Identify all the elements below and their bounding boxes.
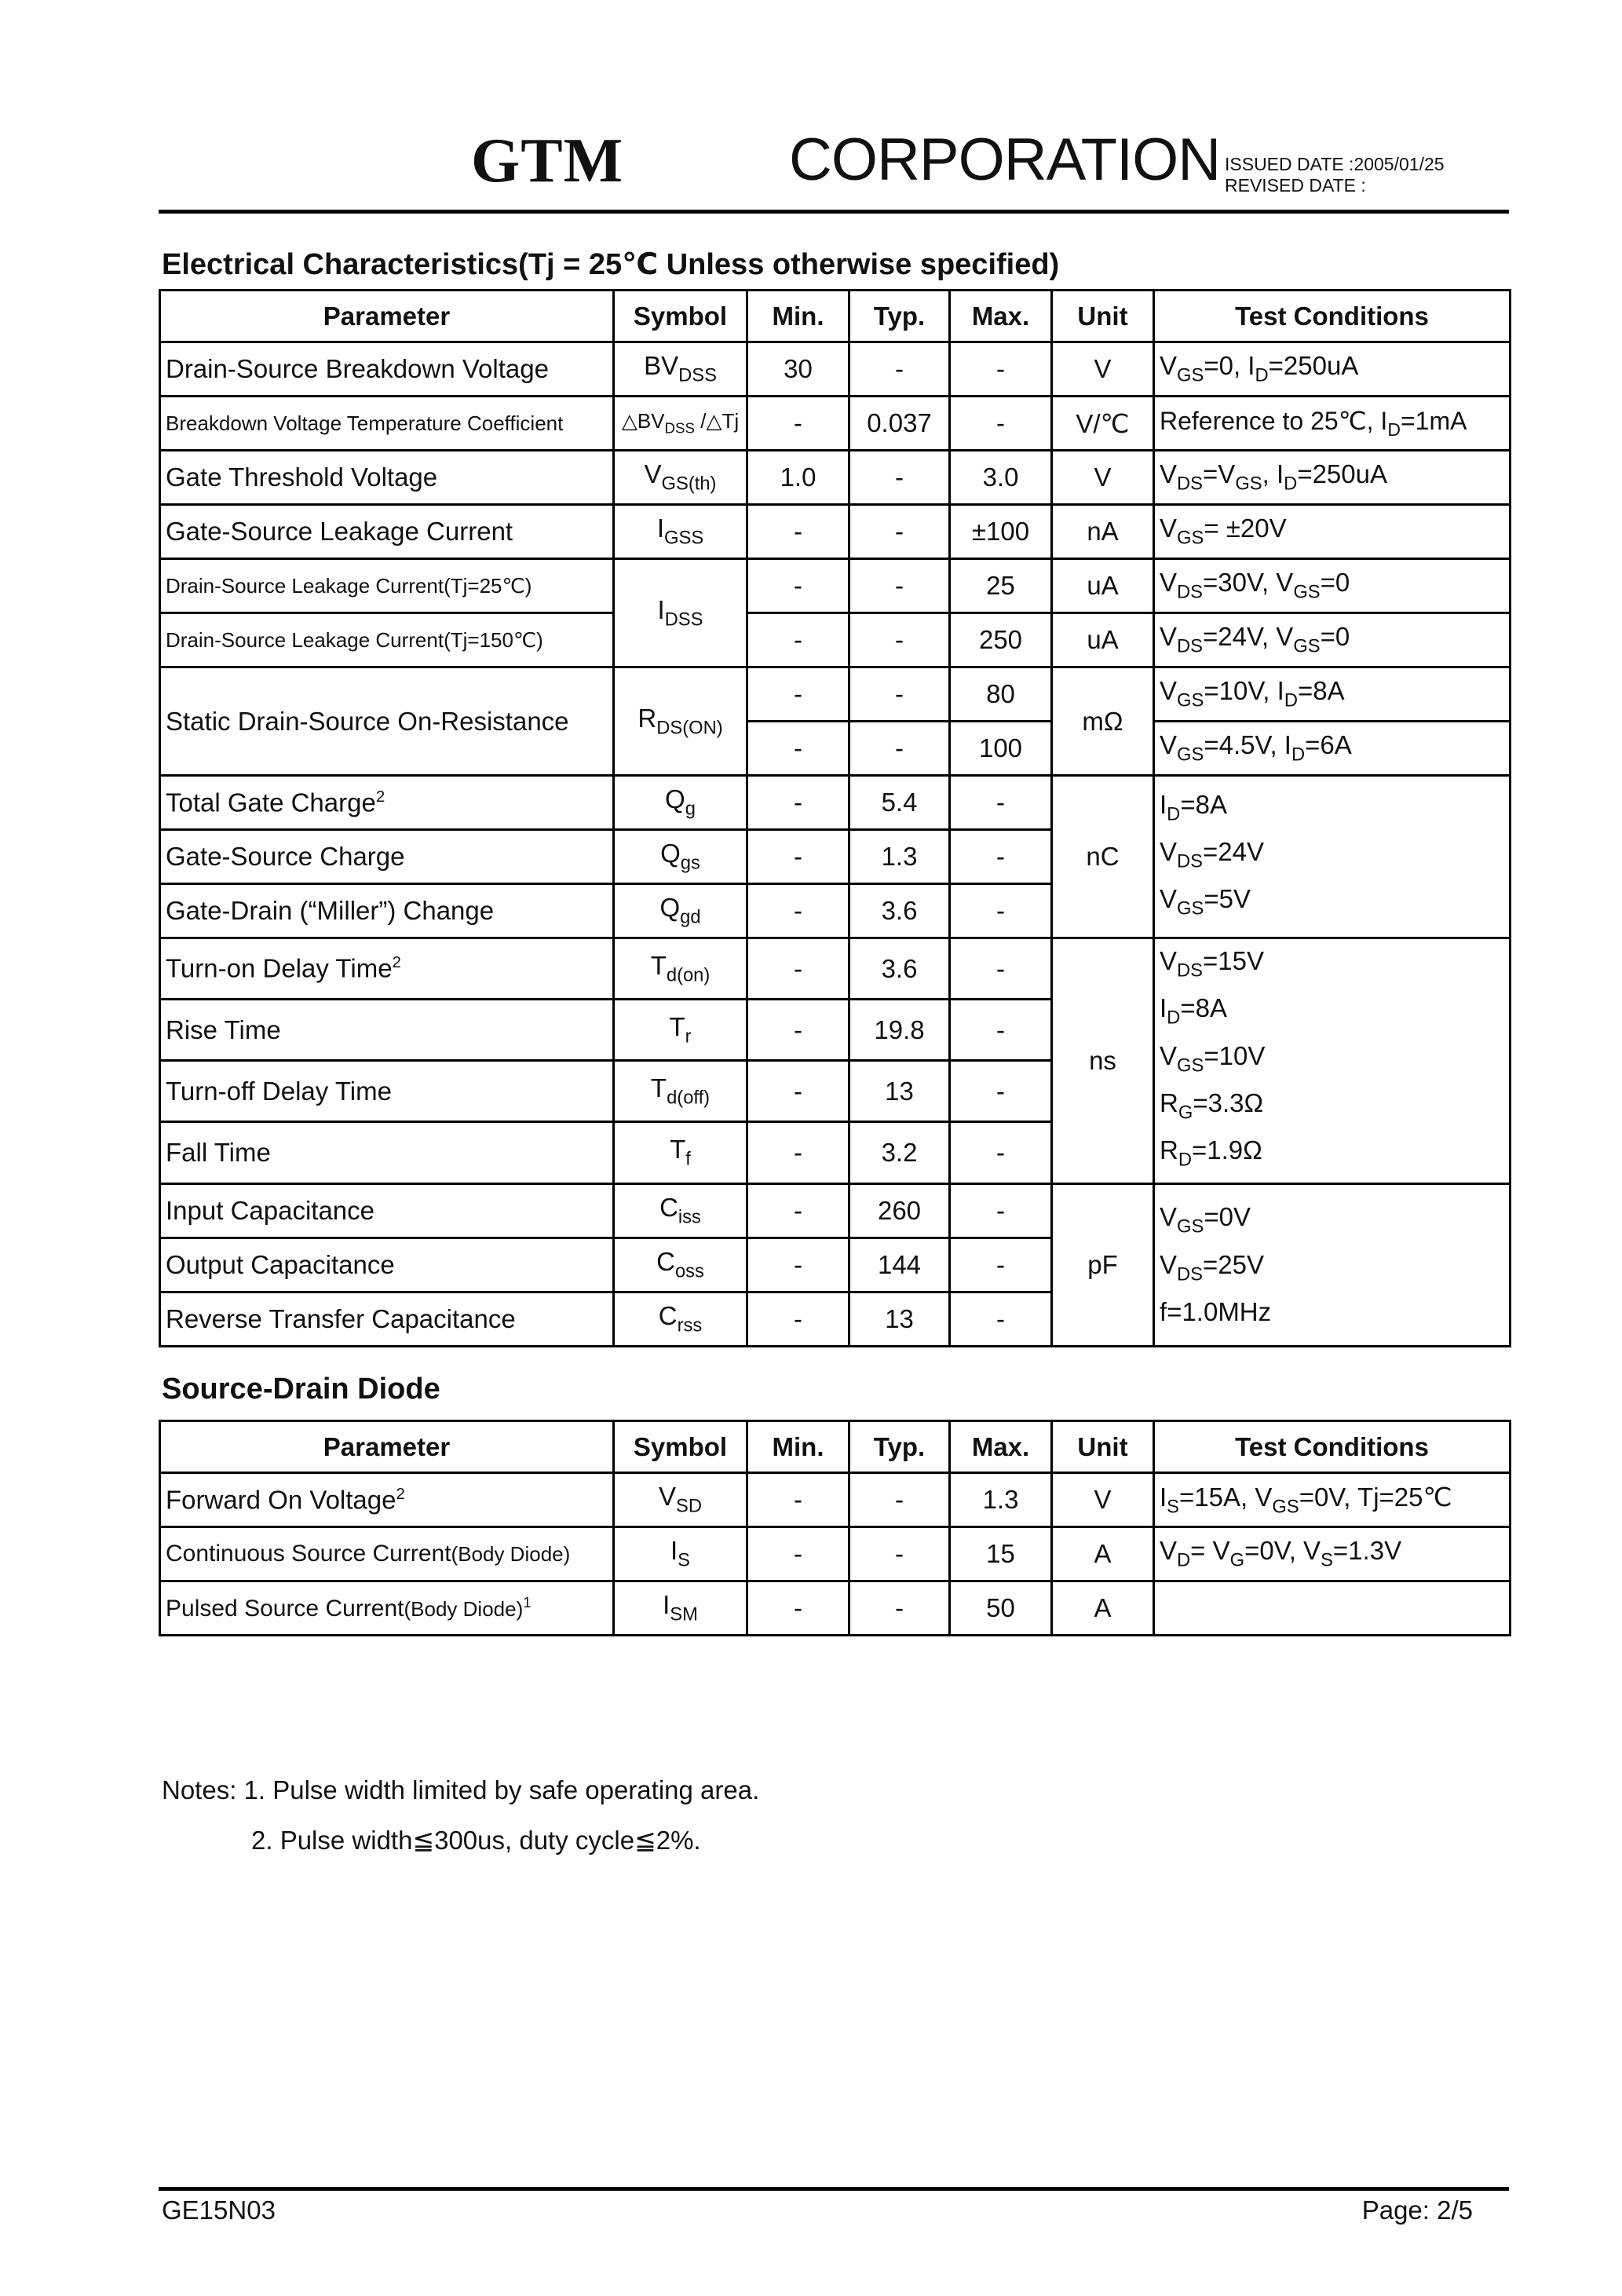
typ-cell: -: [849, 1473, 950, 1527]
min-cell: -: [747, 1122, 849, 1183]
test-conditions-cell: [1154, 559, 1511, 613]
max-cell: 3.0: [950, 451, 1052, 505]
symbol-cell: $I_{SM}$: [614, 1581, 747, 1636]
condition-subscript: DS: [1177, 850, 1204, 872]
typ-cell: 260: [849, 1183, 950, 1238]
issued-date: ISSUED DATE :2005/01/25: [1225, 154, 1445, 174]
test-conditions-cell: [1154, 1473, 1511, 1527]
table-row: [160, 613, 1511, 667]
symbol-cell: $V_{SD}$: [614, 1473, 747, 1527]
symbol-cell: $T_f$: [614, 1122, 747, 1183]
column-header: Test Conditions: [1154, 291, 1511, 342]
symbol-subscript: d(off): [667, 1087, 711, 1109]
symbol-cell: $V_{GS(th)}$: [614, 451, 747, 505]
test-conditions-cell: [1154, 1527, 1511, 1581]
condition-subscript: D: [1284, 689, 1298, 711]
symbol-cell: $R_{DS(ON)}$: [614, 667, 747, 776]
test-conditions-cell: [1154, 1183, 1511, 1346]
unit-cell: pF: [1052, 1183, 1154, 1346]
symbol-cell: $T_{d(off)}$: [614, 1061, 747, 1122]
typ-cell: -: [849, 1527, 950, 1581]
parameter-cell: Drain-Source Leakage Current(Tj=150℃): [160, 613, 614, 667]
typ-cell: 1.3: [849, 830, 950, 884]
table-row: [160, 505, 1511, 559]
condition-subscript: DS: [1177, 581, 1204, 603]
typ-cell: -: [849, 667, 950, 722]
column-header: Max.: [950, 1421, 1052, 1473]
parameter-cell: Gate-Source Charge: [160, 830, 614, 884]
condition-subscript: DS: [1177, 1263, 1204, 1285]
max-cell: -: [950, 342, 1052, 397]
unit-cell: V: [1052, 451, 1154, 505]
test-conditions-cell: [1154, 1581, 1511, 1636]
max-cell: -: [950, 776, 1052, 830]
condition-subscript: D: [1387, 419, 1401, 441]
company-logo-text: GTM: [471, 126, 624, 196]
unit-cell: ns: [1052, 938, 1154, 1184]
column-header: Parameter: [160, 1421, 614, 1473]
symbol-subscript: DSS: [664, 419, 696, 437]
condition-line: $V_{GS}=0V$: [1160, 1202, 1251, 1238]
parameter-qualifier: (Body Diode): [451, 1542, 571, 1566]
symbol-cell: $I_{GSS}$: [614, 505, 747, 559]
table-row: [160, 559, 1511, 613]
typ-cell: 3.2: [849, 1122, 950, 1183]
parameter-cell: Input Capacitance: [160, 1183, 614, 1238]
condition-line: $I_D=8A$: [1160, 993, 1227, 1029]
typ-cell: -: [849, 342, 950, 397]
document-dates: [1225, 154, 1445, 196]
table-row: [160, 667, 1511, 722]
column-header: Max.: [950, 291, 1052, 342]
condition-subscript: GS: [1177, 1216, 1204, 1238]
parameter-cell: Gate Threshold Voltage: [160, 451, 614, 505]
footnote-marker: 2: [375, 787, 385, 806]
condition-line: $V_{DS}=V_{GS}$, $I_D=250uA$: [1160, 459, 1388, 495]
max-cell: 100: [950, 722, 1052, 776]
min-cell: 30: [747, 342, 849, 397]
table-row: [160, 776, 1511, 830]
parameter-cell: Fall Time: [160, 1122, 614, 1183]
test-conditions-cell: [1154, 667, 1511, 722]
parameter-cell: Gate-Source Leakage Current: [160, 505, 614, 559]
min-cell: -: [747, 1183, 849, 1238]
parameter-cell: Drain-Source Breakdown Voltage: [160, 342, 614, 397]
column-header: Symbol: [614, 291, 747, 342]
min-cell: -: [747, 1238, 849, 1292]
condition-line: $I_D=8A$: [1160, 789, 1227, 824]
column-header: Min.: [747, 291, 849, 342]
typ-cell: -: [849, 451, 950, 505]
condition-subscript: DS: [1177, 473, 1204, 495]
typ-cell: 13: [849, 1292, 950, 1346]
min-cell: -: [747, 397, 849, 451]
symbol-subscript: GSS: [664, 527, 704, 549]
footnote-marker: 2: [396, 1484, 405, 1503]
test-conditions-cell: [1154, 397, 1511, 451]
table-row: [160, 1527, 1511, 1581]
symbol-cell: $Q_{gs}$: [614, 830, 747, 884]
typ-cell: 13: [849, 1061, 950, 1122]
min-cell: -: [747, 722, 849, 776]
column-header: Test Conditions: [1154, 1421, 1511, 1473]
condition-subscript: GS: [1177, 689, 1204, 711]
condition-subscript: D: [1177, 1549, 1191, 1571]
parameter-cell: Gate-Drain (“Miller”) Change: [160, 884, 614, 938]
table-row: [160, 1183, 1511, 1238]
table-row: [160, 1473, 1511, 1527]
footnote-marker: 2: [392, 953, 401, 972]
condition-subscript: D: [1291, 744, 1306, 766]
condition-subscript: DS: [1177, 960, 1204, 982]
condition-line: f=1.0MHz: [1160, 1296, 1272, 1326]
condition-line: $V_{DS}=15V$: [1160, 946, 1265, 982]
parameter-cell: Continuous Source Current(Body Diode): [160, 1527, 614, 1581]
condition-line: Reference to 25℃, $I_D=1mA$: [1160, 406, 1467, 441]
condition-line: $I_S=15A$, $V_{GS}=0V$, Tj=25℃: [1160, 1482, 1452, 1518]
symbol-subscript: S: [678, 1549, 690, 1571]
table-header-row: [160, 291, 1511, 342]
max-cell: 50: [950, 1581, 1052, 1636]
min-cell: -: [747, 1527, 849, 1581]
symbol-subscript: f: [685, 1148, 691, 1170]
notes-block: [162, 1765, 759, 1866]
condition-subscript: GS: [1293, 581, 1321, 603]
condition-line: $V_{DS}=24V$, $V_{GS}=0$: [1160, 622, 1350, 657]
parameter-cell: Total Gate Charge$^2$: [160, 776, 614, 830]
table-row: [160, 342, 1511, 397]
condition-line: $R_G=3.3\Omega$: [1160, 1088, 1264, 1124]
parameter-cell: Breakdown Voltage Temperature Coefficient: [160, 397, 614, 451]
symbol-cell: $Q_g$: [614, 776, 747, 830]
min-cell: -: [747, 505, 849, 559]
condition-line: $V_{GS}=10V$, $I_D=8A$: [1160, 676, 1345, 711]
max-cell: -: [950, 884, 1052, 938]
condition-subscript: GS: [1177, 744, 1204, 766]
min-cell: -: [747, 1000, 849, 1061]
parameter-cell: Turn-on Delay Time$^2$: [160, 938, 614, 1000]
table-row: [160, 451, 1511, 505]
condition-subscript: S: [1167, 1496, 1180, 1518]
max-cell: -: [950, 1292, 1052, 1346]
condition-subscript: GS: [1177, 527, 1204, 549]
corporation-heading: CORPORATION: [789, 126, 1221, 193]
unit-cell: V: [1052, 342, 1154, 397]
parameter-cell: Turn-off Delay Time: [160, 1061, 614, 1122]
condition-line: $V_{GS}=4.5V$, $I_D=6A$: [1160, 730, 1352, 766]
unit-cell: uA: [1052, 613, 1154, 667]
column-header: Min.: [747, 1421, 849, 1473]
header-divider: [159, 210, 1509, 214]
min-cell: -: [747, 1581, 849, 1636]
footer-divider: [159, 2187, 1509, 2191]
test-conditions-cell: [1154, 451, 1511, 505]
parameter-cell: Reverse Transfer Capacitance: [160, 1292, 614, 1346]
column-header: Unit: [1052, 1421, 1154, 1473]
condition-subscript: G: [1178, 1102, 1193, 1124]
typ-cell: -: [849, 1581, 950, 1636]
condition-line: $V_{GS}= \pm 20V$: [1160, 514, 1287, 549]
condition-subscript: G: [1229, 1549, 1245, 1571]
column-header: Typ.: [849, 1421, 950, 1473]
condition-subscript: GS: [1293, 635, 1321, 657]
footer-page-number: Page: 2/5: [1361, 2195, 1473, 2225]
condition-line: $V_D= V_G=0V$, $V_S=1.3V$: [1160, 1536, 1402, 1571]
min-cell: -: [747, 667, 849, 722]
max-cell: -: [950, 1061, 1052, 1122]
condition-subscript: D: [1284, 473, 1298, 495]
typ-cell: 5.4: [849, 776, 950, 830]
symbol-subscript: iss: [678, 1206, 701, 1228]
condition-subscript: GS: [1272, 1496, 1299, 1518]
max-cell: 1.3: [950, 1473, 1052, 1527]
min-cell: 1.0: [747, 451, 849, 505]
condition-line: $V_{GS}=5V$: [1160, 884, 1251, 919]
footer-part-number: GE15N03: [162, 2195, 276, 2225]
source-drain-diode-title: Source-Drain Diode: [162, 1373, 440, 1406]
symbol-subscript: rss: [677, 1314, 703, 1336]
footnote-marker: 1: [523, 1593, 532, 1610]
condition-line: $V_{DS}=25V$: [1160, 1249, 1265, 1285]
min-cell: -: [747, 884, 849, 938]
table-row: [160, 1581, 1511, 1636]
unit-cell: V: [1052, 1473, 1154, 1527]
note-line: Notes: 1. Pulse width limited by safe operating area.: [162, 1775, 760, 1804]
symbol-subscript: DSS: [678, 364, 717, 386]
parameter-cell: Pulsed Source Current(Body Diode)$^1$: [160, 1581, 614, 1636]
condition-line: $V_{GS}=0$, $I_D=250uA$: [1160, 351, 1359, 386]
min-cell: -: [747, 1473, 849, 1527]
unit-cell: nC: [1052, 776, 1154, 938]
min-cell: -: [747, 1061, 849, 1122]
unit-cell: uA: [1052, 559, 1154, 613]
condition-line: $V_{DS}=30V$, $V_{GS}=0$: [1160, 568, 1350, 603]
max-cell: -: [950, 397, 1052, 451]
condition-subscript: DS: [1177, 635, 1204, 657]
parameter-cell: Drain-Source Leakage Current(Tj=25℃): [160, 559, 614, 613]
test-conditions-cell: [1154, 776, 1511, 938]
parameter-cell: Forward On Voltage$^2$: [160, 1473, 614, 1527]
min-cell: -: [747, 559, 849, 613]
column-header: Unit: [1052, 291, 1154, 342]
electrical-characteristics-table: [159, 289, 1511, 1347]
symbol-subscript: oss: [674, 1260, 704, 1282]
typ-cell: 0.037: [849, 397, 950, 451]
table-header-row: [160, 1421, 1511, 1473]
typ-cell: 3.6: [849, 938, 950, 1000]
note-line: 2. Pulse width≦300us, duty cycle≦2%.: [251, 1826, 701, 1855]
condition-subscript: D: [1167, 1007, 1181, 1029]
column-header: Parameter: [160, 291, 614, 342]
symbol-subscript: d(on): [666, 964, 711, 986]
symbol-cell: $C_{iss}$: [614, 1183, 747, 1238]
max-cell: -: [950, 1238, 1052, 1292]
max-cell: -: [950, 1183, 1052, 1238]
typ-cell: -: [849, 559, 950, 613]
symbol-cell: $I_S$: [614, 1527, 747, 1581]
symbol-subscript: DS(ON): [656, 717, 723, 739]
min-cell: -: [747, 1292, 849, 1346]
condition-subscript: GS: [1177, 898, 1204, 919]
condition-subscript: S: [1321, 1549, 1333, 1571]
typ-cell: -: [849, 505, 950, 559]
unit-cell: nA: [1052, 505, 1154, 559]
test-conditions-cell: [1154, 613, 1511, 667]
max-cell: 25: [950, 559, 1052, 613]
table-row: [160, 938, 1511, 1000]
condition-line: $V_{DS}=24V$: [1160, 836, 1265, 872]
symbol-cell: $Q_{gd}$: [614, 884, 747, 938]
unit-cell: V/℃: [1052, 397, 1154, 451]
parameter-cell: Output Capacitance: [160, 1238, 614, 1292]
symbol-subscript: gd: [680, 906, 701, 928]
max-cell: -: [950, 830, 1052, 884]
symbol-subscript: g: [685, 798, 696, 820]
symbol-cell: $C_{rss}$: [614, 1292, 747, 1346]
unit-cell: A: [1052, 1527, 1154, 1581]
symbol-subscript: gs: [680, 852, 700, 874]
condition-subscript: D: [1167, 803, 1181, 824]
symbol-subscript: SM: [670, 1603, 698, 1625]
max-cell: -: [950, 1122, 1052, 1183]
max-cell: ±100: [950, 505, 1052, 559]
condition-subscript: D: [1255, 364, 1269, 386]
condition-subscript: GS: [1235, 473, 1262, 495]
symbol-subscript: DSS: [664, 609, 703, 631]
min-cell: -: [747, 613, 849, 667]
table-row: [160, 397, 1511, 451]
min-cell: -: [747, 776, 849, 830]
min-cell: -: [747, 830, 849, 884]
max-cell: 80: [950, 667, 1052, 722]
column-header: Symbol: [614, 1421, 747, 1473]
max-cell: 15: [950, 1527, 1052, 1581]
condition-subscript: D: [1178, 1149, 1192, 1171]
typ-cell: -: [849, 722, 950, 776]
electrical-characteristics-title: Electrical Characteristics(Tj = 25℃ Unless otherwise specified): [162, 248, 1060, 281]
symbol-cell: $C_{oss}$: [614, 1238, 747, 1292]
symbol-subscript: GS(th): [661, 473, 717, 495]
typ-cell: 19.8: [849, 1000, 950, 1061]
condition-line: $V_{GS}=10V$: [1160, 1040, 1266, 1076]
symbol-subscript: SD: [676, 1495, 702, 1517]
revised-date: REVISED DATE :: [1225, 175, 1366, 196]
symbol-cell: $\triangle BV_{DSS}$ /△Tj: [614, 397, 747, 451]
parameter-cell: Rise Time: [160, 1000, 614, 1061]
test-conditions-cell: [1154, 342, 1511, 397]
test-conditions-cell: [1154, 722, 1511, 776]
min-cell: -: [747, 938, 849, 1000]
max-cell: -: [950, 1000, 1052, 1061]
symbol-subscript: r: [685, 1026, 692, 1047]
source-drain-diode-table: [159, 1420, 1511, 1636]
typ-cell: 144: [849, 1238, 950, 1292]
symbol-cell: $T_r$: [614, 1000, 747, 1061]
symbol-cell: $T_{d(on)}$: [614, 938, 747, 1000]
unit-cell: mΩ: [1052, 667, 1154, 776]
condition-subscript: GS: [1177, 364, 1204, 386]
symbol-cell: $I_{DSS}$: [614, 559, 747, 667]
max-cell: -: [950, 938, 1052, 1000]
column-header: Typ.: [849, 291, 950, 342]
max-cell: 250: [950, 613, 1052, 667]
symbol-cell: $BV_{DSS}$: [614, 342, 747, 397]
condition-subscript: GS: [1177, 1054, 1204, 1076]
unit-cell: A: [1052, 1581, 1154, 1636]
parameter-qualifier: (Body Diode): [404, 1597, 524, 1621]
test-conditions-cell: [1154, 505, 1511, 559]
typ-cell: 3.6: [849, 884, 950, 938]
condition-line: $R_D=1.9\Omega$: [1160, 1135, 1262, 1171]
test-conditions-cell: [1154, 938, 1511, 1184]
typ-cell: -: [849, 613, 950, 667]
parameter-cell: Static Drain-Source On-Resistance: [160, 667, 614, 776]
